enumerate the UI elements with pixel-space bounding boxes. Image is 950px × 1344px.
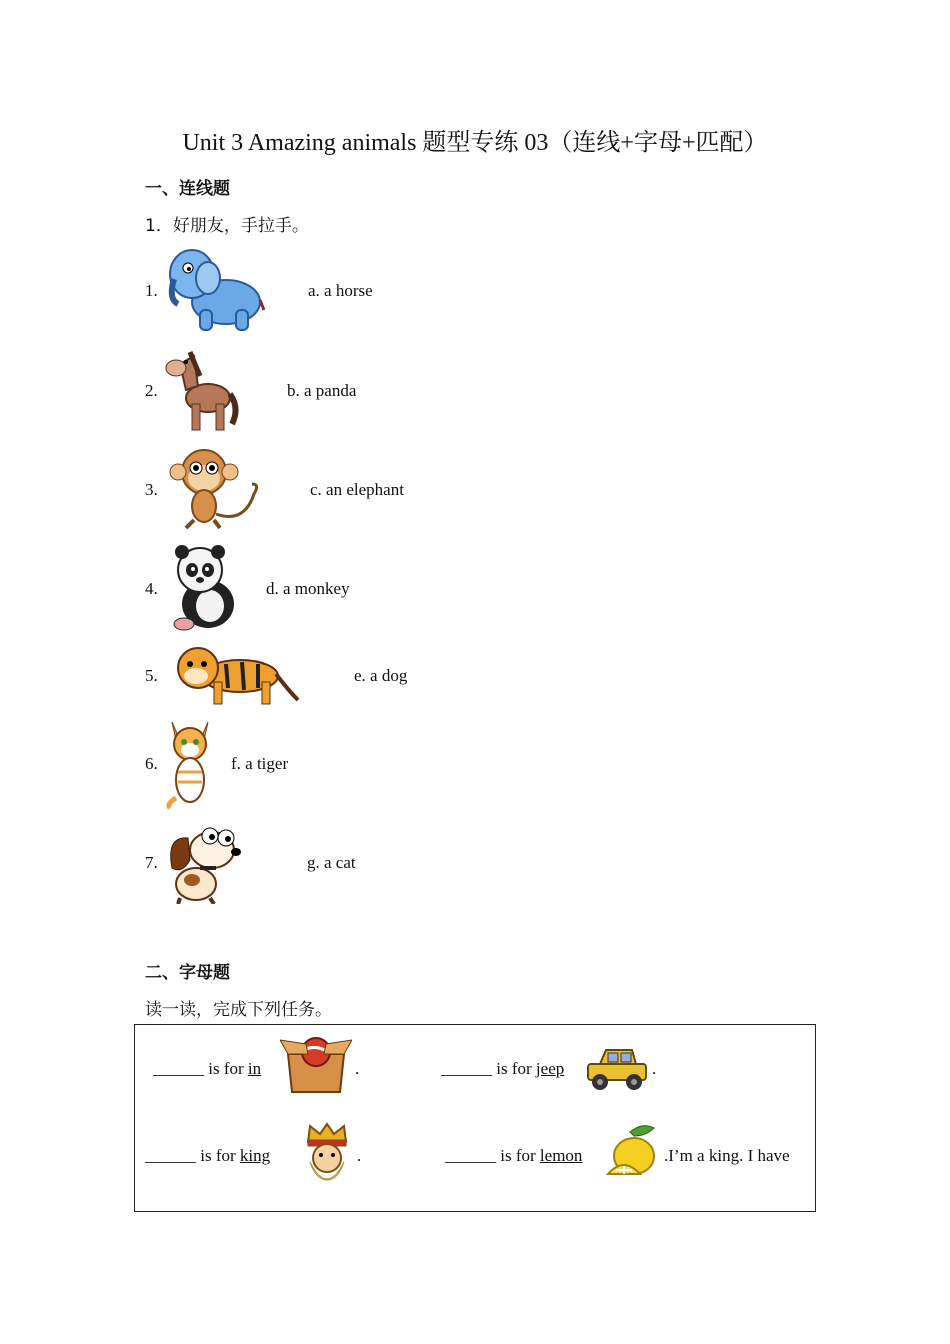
question-text: 1．好朋友，手拉手。 bbox=[145, 216, 309, 236]
item-number: 3. bbox=[145, 480, 158, 499]
section-heading-letters: 二、字母题 bbox=[145, 963, 230, 983]
punctuation: . bbox=[355, 1059, 360, 1078]
dog-icon bbox=[166, 818, 244, 904]
cat-icon bbox=[164, 714, 216, 810]
elephant-icon bbox=[164, 244, 266, 334]
instruction-text: 读一读，完成下列任务。 bbox=[145, 1000, 332, 1020]
item-number: 5. bbox=[145, 666, 158, 685]
exercise-item-jeep: ______ is for jeep bbox=[441, 1059, 565, 1078]
match-word: d. a monkey bbox=[266, 579, 350, 598]
match-word: a. a horse bbox=[308, 281, 373, 300]
item-number: 6. bbox=[145, 754, 158, 773]
tiger-icon bbox=[170, 640, 300, 706]
exercise-item-king: ______ is for king bbox=[145, 1146, 271, 1165]
item-number: 1. bbox=[145, 281, 158, 300]
punctuation: . bbox=[652, 1059, 657, 1078]
sentence-continuation: .I’m a king. I have bbox=[664, 1146, 790, 1165]
match-word: c. an elephant bbox=[310, 480, 404, 499]
panda-icon bbox=[166, 542, 242, 632]
exercise-box bbox=[134, 1024, 816, 1212]
horse-icon bbox=[164, 346, 240, 432]
match-word: b. a panda bbox=[287, 381, 357, 400]
king-icon bbox=[298, 1122, 356, 1190]
box-with-ball-icon bbox=[280, 1030, 352, 1094]
item-number: 7. bbox=[145, 853, 158, 872]
exercise-item-lemon: ______ is for lemon bbox=[445, 1146, 583, 1165]
lemon-icon bbox=[602, 1122, 662, 1186]
page-title: Unit 3 Amazing animals 题型专练 03（连线+字母+匹配） bbox=[182, 130, 768, 156]
jeep-icon bbox=[584, 1046, 650, 1092]
punctuation: . bbox=[357, 1146, 362, 1165]
match-word: e. a dog bbox=[354, 666, 408, 685]
answer-blank[interactable]: ______ bbox=[445, 1146, 496, 1165]
item-number: 4. bbox=[145, 579, 158, 598]
section-heading-matching: 一、连线题 bbox=[145, 179, 230, 199]
monkey-icon bbox=[164, 444, 266, 530]
item-number: 2. bbox=[145, 381, 158, 400]
answer-blank[interactable]: ______ bbox=[145, 1146, 196, 1165]
exercise-item-in: ______ is for in bbox=[153, 1059, 262, 1078]
match-word: g. a cat bbox=[307, 853, 356, 872]
answer-blank[interactable]: ______ bbox=[441, 1059, 492, 1078]
answer-blank[interactable]: ______ bbox=[153, 1059, 204, 1078]
match-word: f. a tiger bbox=[231, 754, 289, 773]
